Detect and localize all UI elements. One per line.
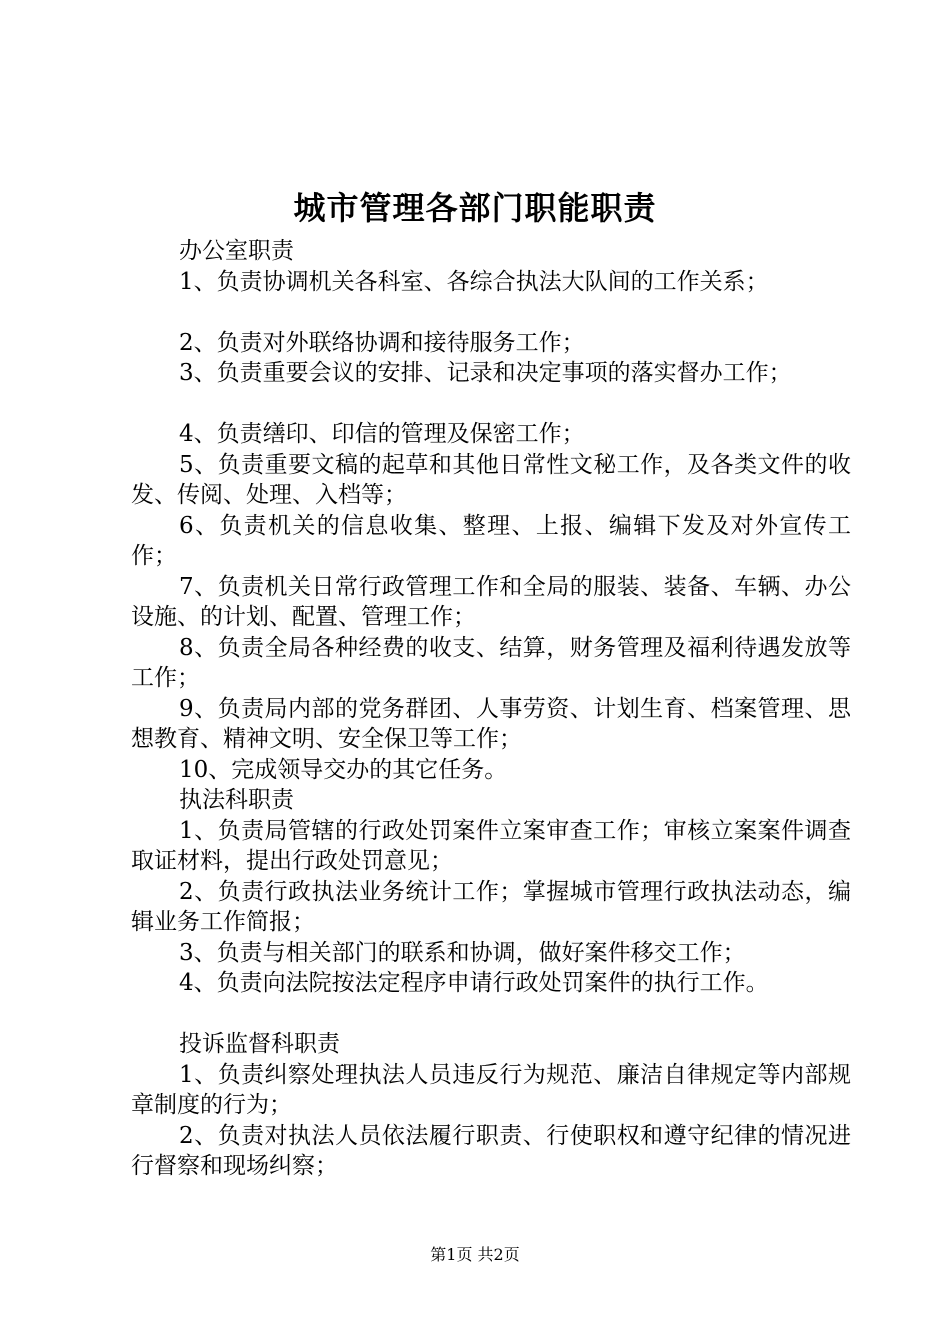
page-footer: 第1页 共2页	[430, 1245, 520, 1264]
document-body	[131, 236, 851, 1182]
blank-line	[131, 297, 851, 328]
office-duty-2: 2、负责对外联络协调和接待服务工作；	[179, 329, 585, 356]
enforcement-duty-1: 1、负责局管辖的行政处罚案件立案审查工作；审核立案案件调查取证材料，提出行政处罚意见；	[131, 817, 851, 874]
office-duty-5: 5、负责重要文稿的起草和其他日常性文秘工作，及各类文件的收发、传阅、处理、入档等；	[131, 451, 851, 508]
complaints-duty-2: 2、负责对执法人员依法履行职责、行使职权和遵守纪律的情况进行督察和现场纠察；	[131, 1122, 851, 1179]
office-duty-3: 3、负责重要会议的安排、记录和决定事项的落实督办工作；	[179, 360, 792, 386]
complaints-duty-1: 1、负责纠察处理执法人员违反行为规范、廉洁自律规定等内部规章制度的行为；	[131, 1061, 851, 1118]
enforcement-duty-3: 3、负责与相关部门的联系和协调，做好案件移交工作；	[179, 939, 746, 966]
office-duty-7: 7、负责机关日常行政管理工作和全局的服装、装备、车辆、办公设施、的计划、配置、管理工作；	[131, 573, 851, 630]
office-duty-6: 6、负责机关的信息收集、整理、上报、编辑下发及对外宣传工作；	[131, 512, 851, 569]
document-title: 城市管理各部门职能职责	[293, 189, 657, 227]
office-duty-1: 1、负责协调机关各科室、各综合执法大队间的工作关系；	[179, 268, 769, 295]
blank-line	[131, 389, 851, 420]
section-heading-complaints: 投诉监督科职责	[179, 1031, 340, 1057]
office-duty-4: 4、负责缮印、印信的管理及保密工作；	[179, 421, 585, 447]
office-duty-9: 9、负责局内部的党务群团、人事劳资、计划生育、档案管理、思想教育、精神文明、安全保卫等工作；	[131, 695, 851, 752]
enforcement-duty-2: 2、负责行政执法业务统计工作；掌握城市管理行政执法动态，编辑业务工作简报；	[131, 878, 851, 935]
office-duty-8: 8、负责全局各种经费的收支、结算，财务管理及福利待遇发放等工作；	[131, 634, 851, 691]
office-duty-10: 10、完成领导交办的其它任务。	[179, 756, 508, 783]
section-heading-enforcement: 执法科职责	[179, 787, 294, 813]
enforcement-duty-4: 4、负责向法院按法定程序申请行政处罚案件的执行工作。	[179, 970, 769, 996]
section-heading-office: 办公室职责	[179, 238, 294, 264]
blank-line	[131, 999, 851, 1030]
